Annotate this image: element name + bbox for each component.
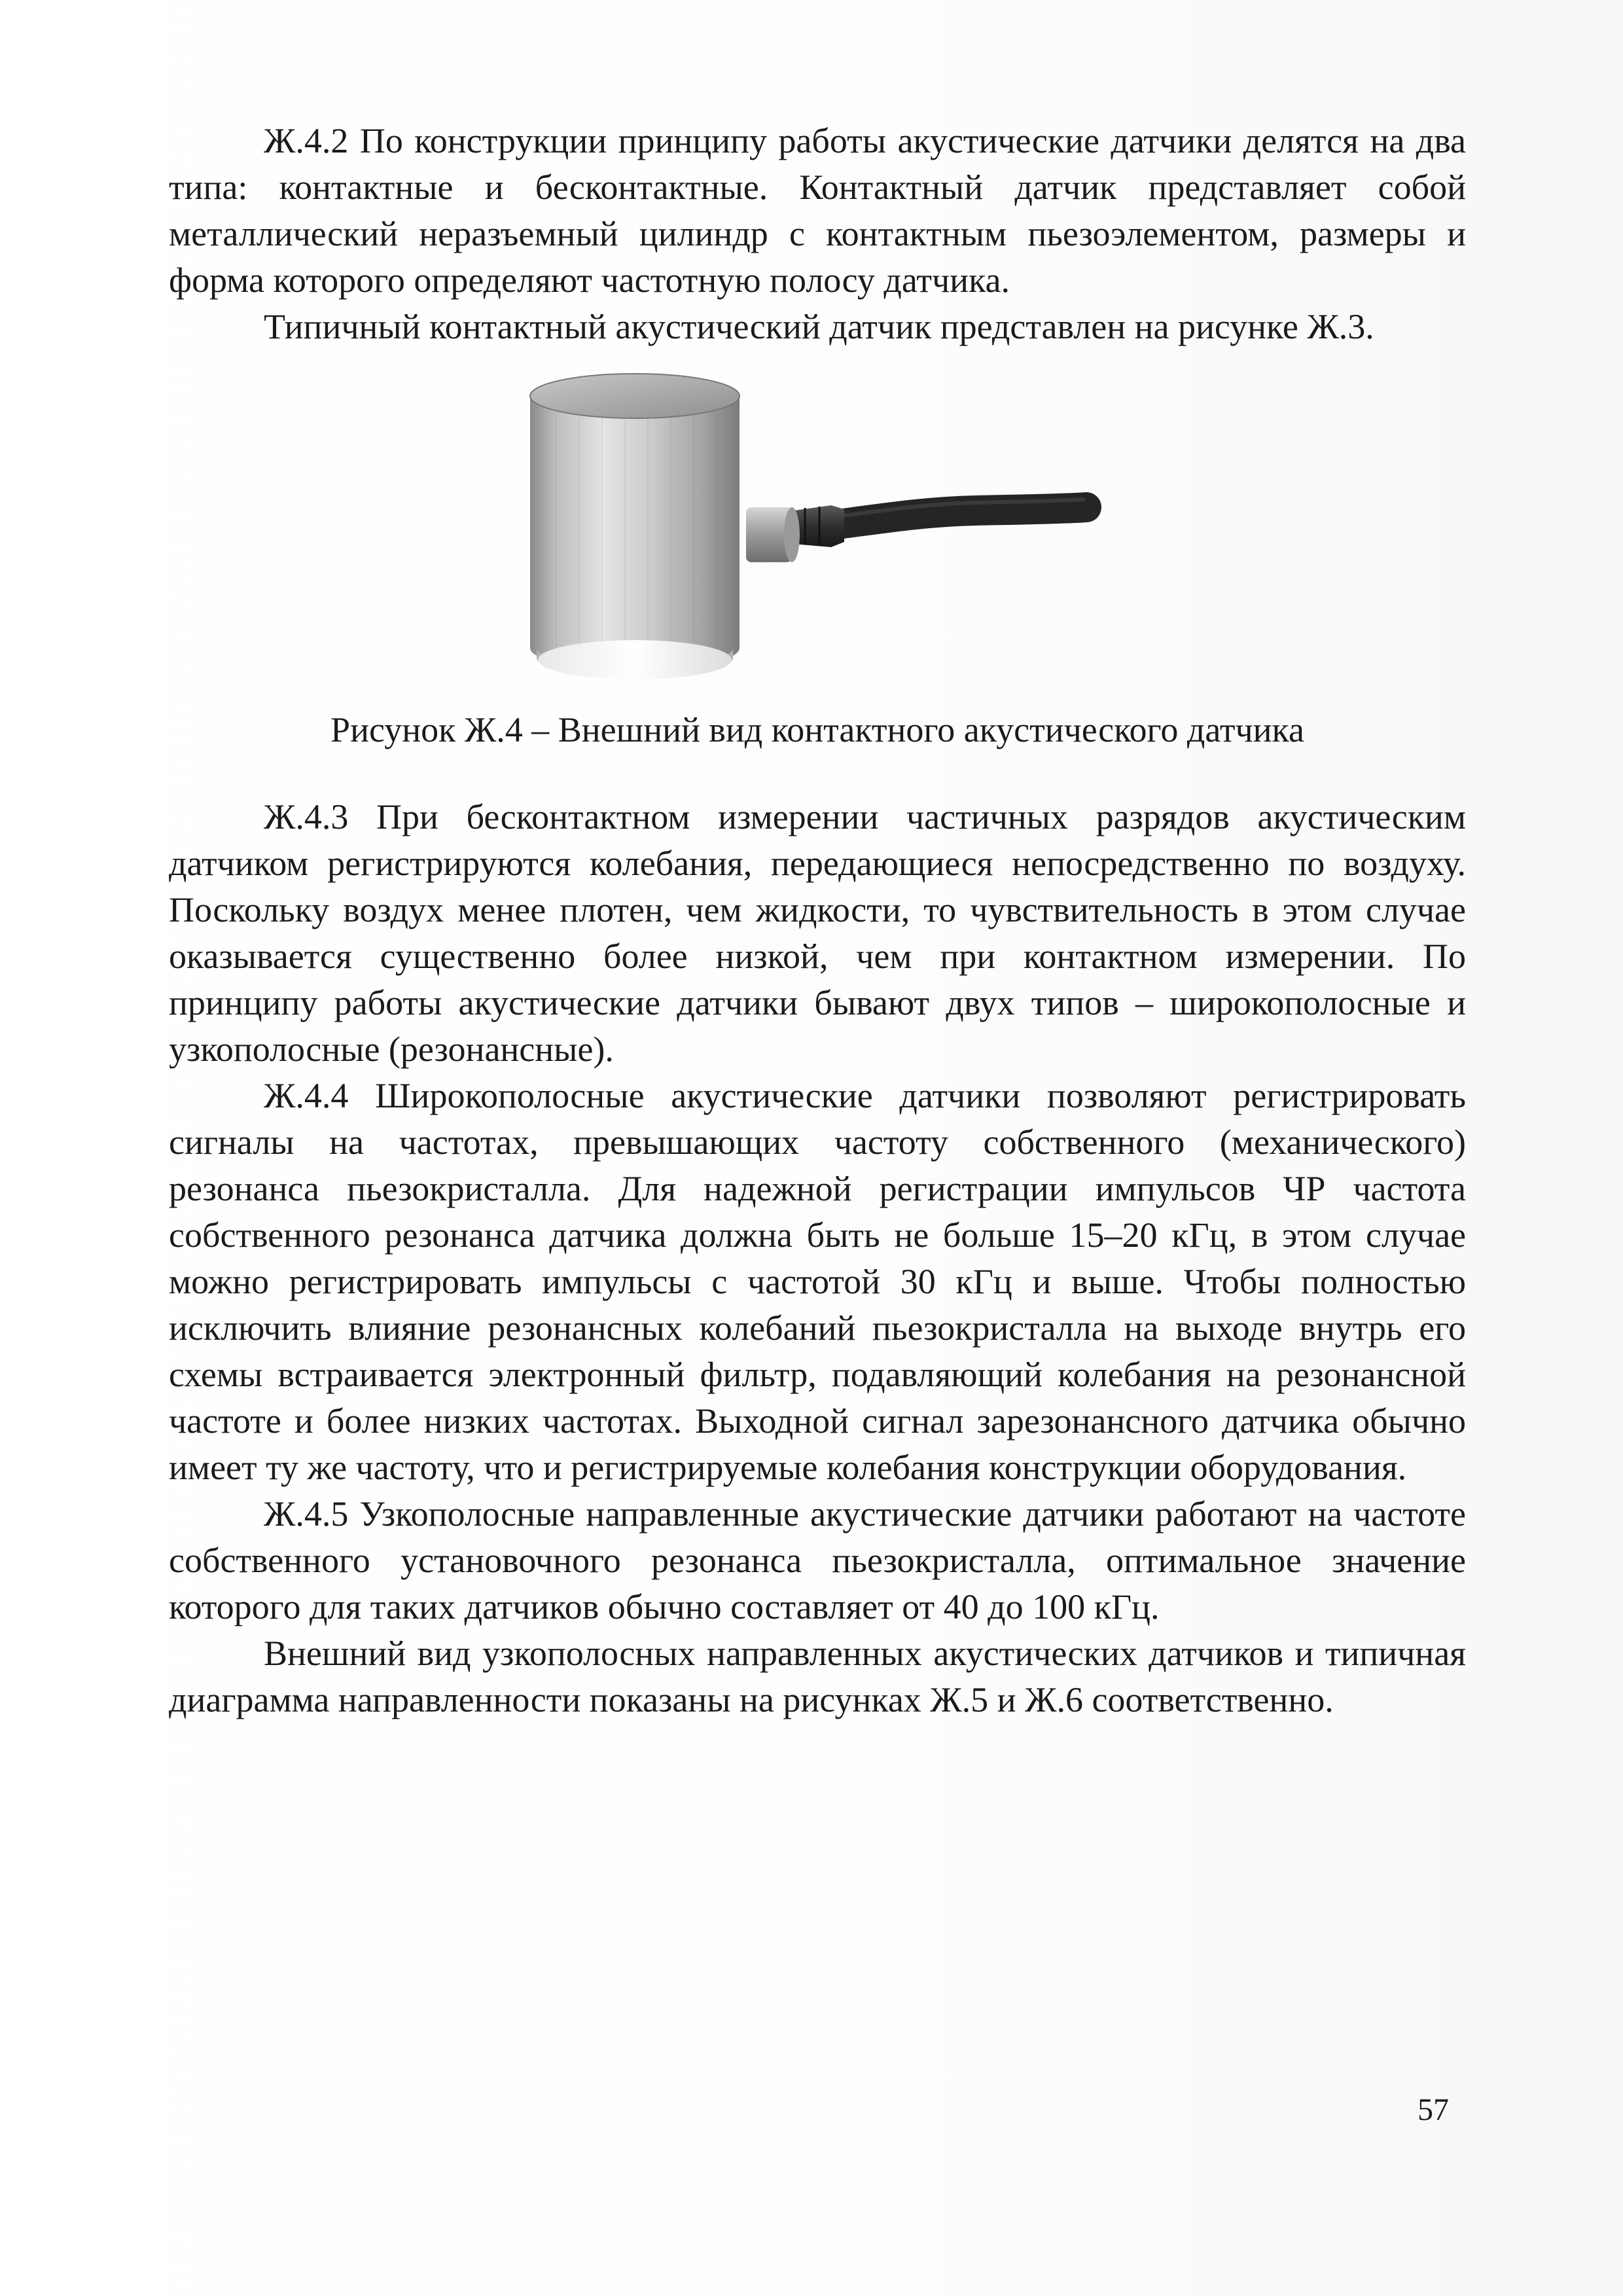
paragraph: Типичный контактный акустический датчик представлен на рисунке Ж.3.	[264, 307, 1374, 346]
sensor-figure	[517, 367, 1145, 707]
contact-face	[538, 640, 732, 679]
page-number: 57	[1418, 2092, 1449, 2127]
paragraph: Ж.4.3 При бесконтактном измерении частичных разрядов акустическим датчиком регистрируются колебания, передающиеся непосредственно по воздуху. Поскольку воздух менее плотен, чем жидкости, то чувствительность в этом случае оказывается существенно более низкой, чем при контактном измерении. По принципу работы акустические датчики бывают двух типов – широкополосные и узкополосные (резонансные).	[169, 797, 1466, 1069]
paragraph: Ж.4.4 Широкополосные акустические датчики позволяют регистрировать сигналы на частотах, превышающих частоту собственного (механического) резонанса пьезокристалла. Для надежной регистрации импульсов ЧР частота собственного резонанса датчика должна быть не больше 15–20 кГц, в этом случае можно регистрировать импульсы с частотой 30 кГц и выше. Чтобы полностью исключить влияние резонансных колебаний пьезокристалла на выходе внутрь его схемы встраивается электронный фильтр, подавляющий колебания на резонансной частоте и более низких частотах. Выходной сигнал зарезонансного датчика обычно имеет ту же частоту, что и регистрируемые колебания конструкции оборудования.	[169, 1076, 1466, 1487]
figure-caption: Рисунок Ж.4 – Внешний вид контактного акустического датчика	[330, 710, 1304, 749]
text-block-top	[169, 118, 1466, 350]
sensor-body	[530, 396, 740, 670]
paragraph: Внешний вид узкополосных направленных акустических датчиков и типичная диаграмма направленности показаны на рисунках Ж.5 и Ж.6 соответственно.	[169, 1634, 1466, 1719]
contact-acoustic-sensor-image	[517, 367, 1145, 707]
paragraph: Ж.4.5 Узкополосные направленные акустические датчики работают на частоте собственного установочного резонанса пьезокристалла, оптимальное значение которого для таких датчиков обычно составляет от 40 до 100 кГц.	[169, 1494, 1466, 1626]
cable	[818, 507, 1086, 527]
paragraph: Ж.4.2 По конструкции принципу работы акустические датчики делятся на два типа: контактные и бесконтактные. Контактный датчик представляет собой металлический неразъемный цилиндр с контактным пьезоэлементом, размеры и форма которого определяют частотную полосу датчика.	[169, 121, 1466, 300]
text-block-bottom	[169, 794, 1466, 1723]
